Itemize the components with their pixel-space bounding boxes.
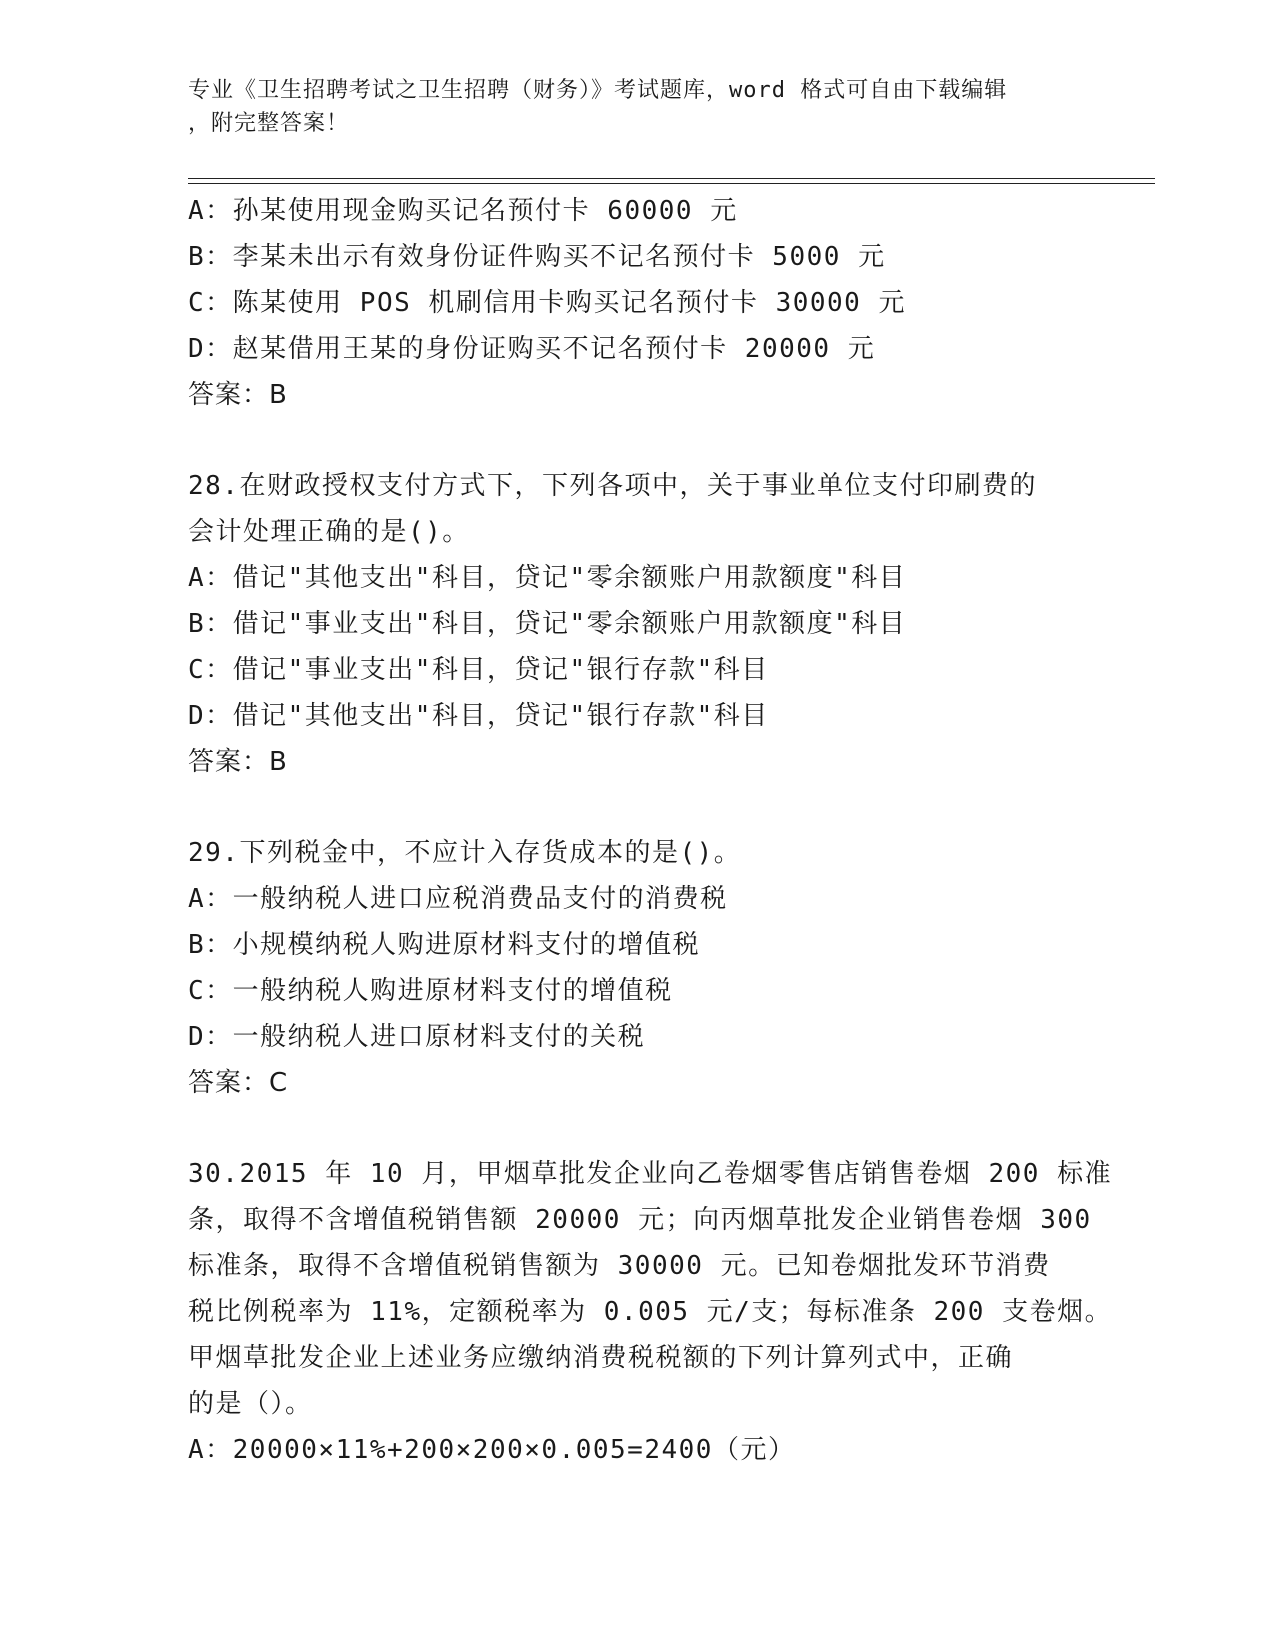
question-stem-line: 税比例税率为 11%，定额税率为 0.005 元/支；每标准条 200 支卷烟。 (188, 1297, 1113, 1327)
option-c: C：陈某使用 POS 机刷信用卡购买记名预付卡 30000 元 (188, 288, 906, 318)
header-line-2: ，附完整答案！ (188, 111, 350, 136)
question-stem-line: 条，取得不含增值税销售额 20000 元；向丙烟草批发企业销售卷烟 300 (188, 1205, 1092, 1235)
header-divider-bottom (188, 183, 1155, 184)
spacer (188, 785, 1088, 830)
option-c: C：借记"事业支出"科目，贷记"银行存款"科目 (188, 655, 769, 685)
option-b: B：借记"事业支出"科目，贷记"零余额账户用款额度"科目 (188, 609, 907, 639)
question-stem-line: 29.下列税金中，不应计入存货成本的是()。 (188, 838, 742, 868)
option-b: B：小规模纳税人购进原材料支付的增值税 (188, 930, 701, 960)
question-stem-line: 的是（）。 (188, 1389, 313, 1419)
option-c: C：一般纳税人购进原材料支付的增值税 (188, 976, 673, 1006)
question-list (188, 188, 1113, 1473)
question-stem-line: 甲烟草批发企业上述业务应缴纳消费税税额的下列计算列式中，正确 (188, 1343, 1014, 1373)
question-27 (188, 188, 1088, 418)
option-b: B：李某未出示有效身份证件购买不记名预付卡 5000 元 (188, 242, 886, 272)
question-stem-line: 会计处理正确的是()。 (188, 517, 470, 547)
spacer (188, 1106, 1088, 1151)
option-a: A：一般纳税人进口应税消费品支付的消费税 (188, 884, 728, 914)
answer: 答案：B (188, 747, 288, 777)
spacer (188, 418, 1088, 463)
header-line-1: 专业《卫生招聘考试之卫生招聘（财务）》考试题库，word 格式可自由下载编辑 (188, 78, 1008, 103)
question-stem-line: 标准条，取得不含增值税销售额为 30000 元。已知卷烟批发环节消费 (188, 1251, 1051, 1281)
question-stem-line: 28.在财政授权支付方式下，下列各项中，关于事业单位支付印刷费的 (188, 471, 1037, 501)
answer: 答案：C (188, 1068, 289, 1098)
question-29 (188, 830, 1088, 1106)
question-stem-line: 30.2015 年 10 月，甲烟草批发企业向乙卷烟零售店销售卷烟 200 标准 (188, 1159, 1113, 1189)
option-a: A：20000×11%+200×200×0.005=2400（元） (188, 1435, 796, 1465)
option-d: D：赵某借用王某的身份证购买不记名预付卡 20000 元 (188, 334, 876, 364)
header-divider-top (188, 178, 1155, 179)
option-d: D：借记"其他支出"科目，贷记"银行存款"科目 (188, 701, 769, 731)
question-28 (188, 463, 1088, 785)
option-d: D：一般纳税人进口原材料支付的关税 (188, 1022, 646, 1052)
option-a: A：孙某使用现金购买记名预付卡 60000 元 (188, 196, 738, 226)
answer: 答案：B (188, 380, 288, 410)
document-header (188, 74, 1068, 140)
option-a: A：借记"其他支出"科目，贷记"零余额账户用款额度"科目 (188, 563, 907, 593)
question-30 (188, 1151, 1113, 1473)
